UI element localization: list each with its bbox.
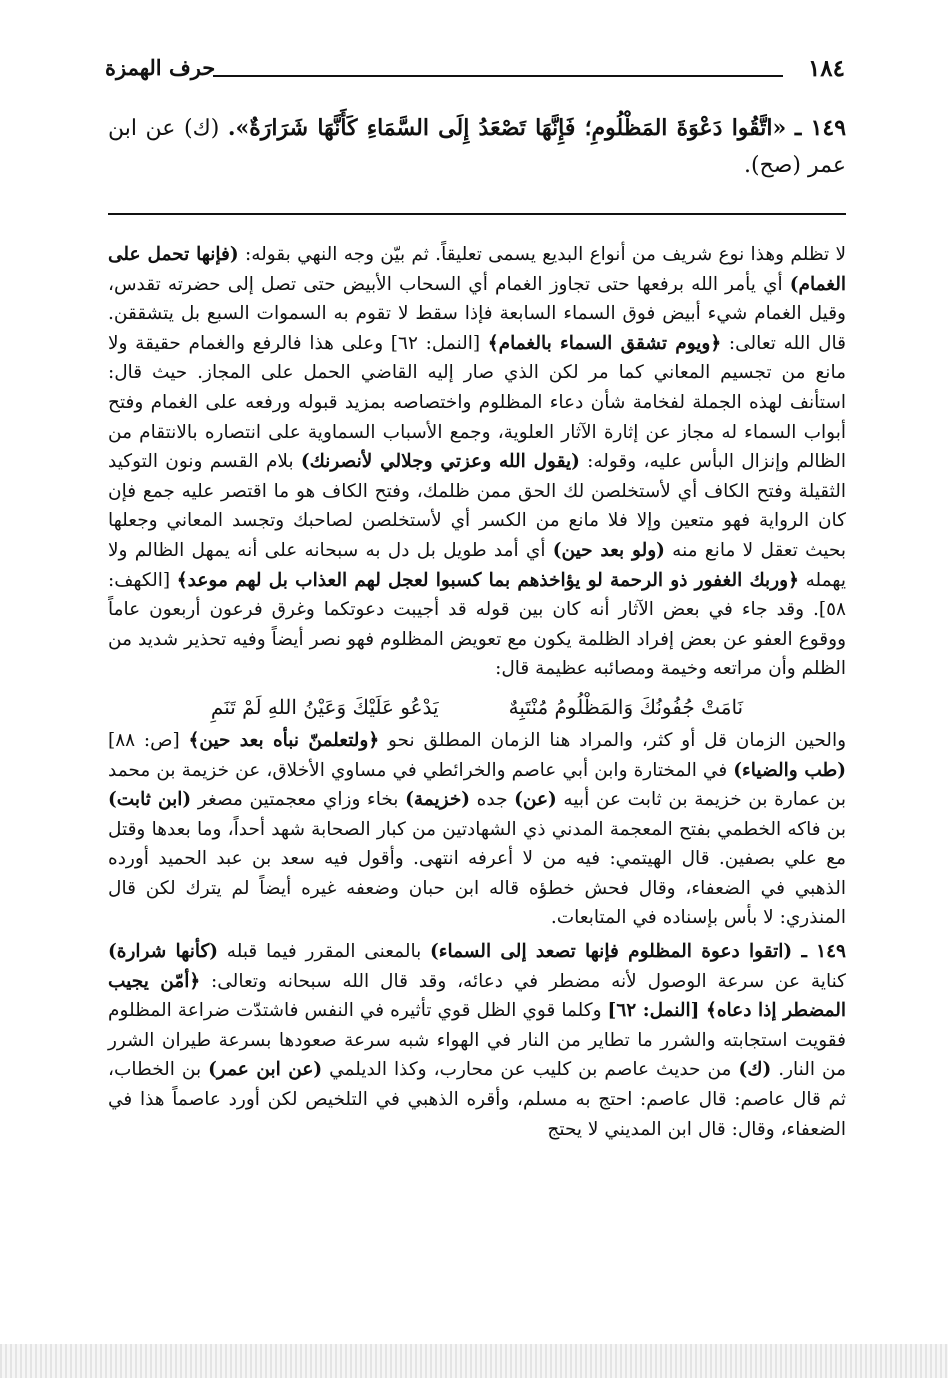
text-run: بن الخطاب، ثم قال عاصم: قال عاصم: احتج به مسلم، وأقره الذهبي في التلخيص لكن أورد عاصماً هذا في الضعفاء، وقال: قال ابن المديني لا يحتج [108,1059,846,1140]
text-run: [ص: ٨٨] [108,729,189,751]
quoted-phrase: (ابن ثابت) [108,789,192,811]
section-divider [108,213,846,215]
text-run: بخاء وزاي معجمتين مصغر [191,789,406,811]
text-run: وكلما قوي الظل قوي تأثيره في النفس فاشتدّت ضراعة المظلوم فقويت استجابته والشرر ما تطاير من النار في الهواء شبه سرعة صعودها بسرعة طيران الشرر من النار. [108,1000,846,1081]
quran-quote: ﴿وربك الغفور ذو الرحمة لو يؤاخذهم بما كسبوا لعجل لهم العذاب بل لهم موعد﴾ [176,569,799,591]
text-run: والحين الزمان قل أو كثر، والمراد هنا الزمان المطلق نحو [379,729,847,751]
hadith-source: (ك) عن ابن عمر (صح). [108,116,846,178]
text-run: بن فاكه الخطمي بفتح المعجمة المدني ذي الشهادتين من كبار الصحابة شهد أحداً، وما بعدها وقتل مع علي بصفين. قال الهيتمي: فيه من لا أعرفه انتهى. وأقول فيه سعد بن عبد الحميد أورده الذهبي في الضعفاء، وقال فحش خطؤه قاله ابن حبان وضعفه غيره أيضاً لم يترك لكن قال المنذري: لا بأس بإسناده في المتابعات. [108,818,846,929]
text-run: أي أمد طويل بل دل به سبحانه على أنه يمهل الظالم ولا يهمله [108,539,846,591]
page-number: ١٨٤ [807,55,845,82]
text-run: لا تظلم وهذا نوع شريف من أنواع البديع يسمى تعليقاً. ثم بيّن وجه النهي بقوله: [238,244,846,265]
hadith-entry [108,110,846,184]
chapter-title: حرف الهمزة [105,55,216,80]
text-run: من حديث عاصم بن كليب عن محارب، وكذا الديلمي [322,1059,739,1081]
scan-edge-noise [0,1344,948,1378]
quoted-phrase: (اتقوا دعوة المظلوم فإنها تصعد إلى السماء) [430,941,793,963]
commentary-paragraph-2 [108,726,846,933]
quoted-phrase: (يقول الله وعزتي وجلالي لأنصرنك) [300,451,580,473]
quoted-phrase: (خزيمة) [405,789,471,811]
quoted-phrase: (كأنها شرارة) [108,941,219,963]
text-run: أي يأمر الله برفعها حتى تجاوز الغمام أي السحاب الأبيض حتى تصل إلى حضرته تقدس، وقيل الغمام شيء أبيض فوق السماء السابعة فإذا سقط لا تقوم به السموات السبع بل يتشققن. قال الله تعالى: [108,273,846,354]
hadith-number: ١٤٩ ـ [792,941,846,963]
source-ref: (طب والضياء) [733,759,846,781]
quran-quote: ﴿ويوم تشقق السماء بالغمام﴾ [487,332,722,354]
commentary-paragraph-1 [108,240,846,684]
text-run: جده [470,789,515,811]
text-run: كناية عن سرعة الوصول لأنه مضطر في دعائه، وقد قال الله سبحانه وتعالى: [200,970,846,992]
text-run: [الكهف: ٥٨]. وقد جاء في بعض الآثار أنه كان بين قوله قد أجيبت دعوتكما وغرق فرعون أربعون عاماً ووقوع العفو عن بعض إفراد الظلمة يكون مع تعويض المظلوم فهو نصر أيضاً وفيه تحذير شديد من الظلم وأن مراتعه وخيمة ومصائبه عظيمة قال: [108,569,846,680]
verse-hemistich-1: نَامَتْ جُفُونُكَ وَالمَظْلُومُ مُنْتَبِهٌ [508,694,744,719]
text-run: بلام القسم ونون التوكيد الثقيلة وفتح الكاف أي لأستخلصن لك الحق ممن ظلمك، وفتح الكاف هو ما اقتصر عليه جمع فإن كان الرواية فهو متعين وإلا فلا مانع من الكسر أي لأستخلصن لصاحبك وتجسد المعاني وجعلها بحيث تعقل لا مانع منه [108,451,846,561]
text-run: في المختارة وابن أبي عاصم والخرائطي في مساوي الأخلاق، عن خزيمة بن محمد بن عمارة بن خزيمة بن ثابت عن أبيه [108,759,847,811]
text-run: بالمعنى المقرر فيما قبله [218,941,431,963]
quoted-phrase: (ولو بعد حين) [552,539,665,561]
quran-quote: ﴿أمّن يجيب المضطر إذا دعاه﴾ [النمل: ٦٢] [108,970,846,1022]
text-run: [النمل: ٦٢] وعلى هذا فالرفع والغمام حقيقة ولا مانع من تجسيم المعاني كما مر لكن الذي صار إليه القاضي الحمل على المجاز. حيث قال: استأنف لهذه الجملة لفخامة شأن دعاء المظلوم واختصاصه بمزيد قبوله ورفعه على الغمام وفتح أبواب السماء له مجاز عن إثارة الآثار العلوية، وجمع الأسباب السماوية على انتصاره بالانتقام من الظالم وإنزال البأس عليه، وقوله: [108,332,847,473]
quoted-phrase: (عن) [514,789,557,811]
source-ref: (ك) [738,1059,772,1081]
page-header [105,55,845,91]
commentary-paragraph-3 [108,937,846,1144]
quran-quote: ﴿ولتعلمنّ نبأه بعد حين﴾ [188,729,380,751]
hadith-text: «اتَّقُوا دَعْوَةَ المَظْلُومِ؛ فَإِنَّهَا تَصْعَدُ إِلَى السَّمَاءِ كَأَنَّهَا شَرَارَةٌ». [227,115,787,141]
commentary [108,240,846,1144]
hadith-number: ١٤٩ ـ [794,115,847,141]
quoted-phrase: (فإنها تحمل على الغمام) [108,244,846,295]
poetry-verse [108,688,846,726]
quoted-phrase: (عن ابن عمر) [208,1059,323,1081]
verse-hemistich-2: يَدْعُو عَلَيْكَ وَعَيْنُ اللهِ لَمْ تَنَمِ [210,694,439,719]
header-rule [213,75,783,77]
